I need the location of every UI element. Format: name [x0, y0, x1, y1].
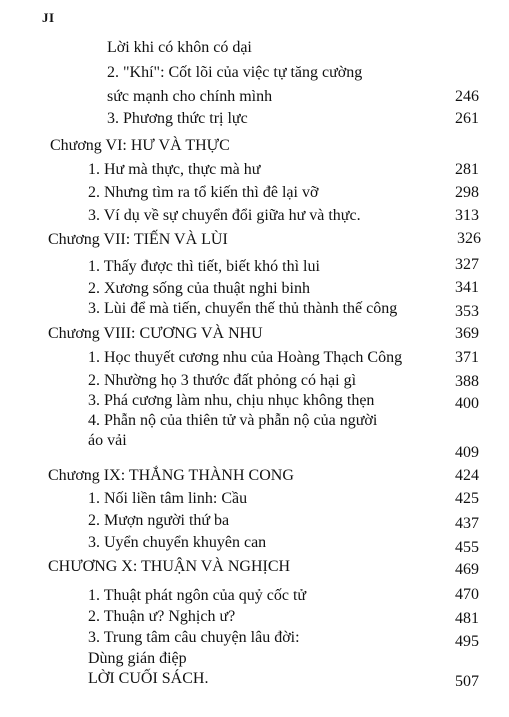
toc-entry: 3. Trung tâm câu chuyện lâu đời: [88, 629, 300, 646]
page-number: 400 [455, 395, 479, 412]
page-number: 455 [455, 539, 479, 556]
toc-entry: 2. Thuận ư? Nghịch ư? [88, 608, 236, 625]
page-number: 298 [455, 184, 479, 201]
page-number: 281 [455, 161, 479, 178]
toc-entry: 2. Xương sống của thuật nghi binh [88, 280, 310, 297]
chapter-title: CHƯƠNG X: THUẬN VÀ NGHỊCH [48, 558, 291, 575]
page-number: 495 [455, 633, 479, 650]
toc-entry: 1. Hư mà thực, thực mà hư [88, 161, 261, 178]
toc-entry: sức mạnh cho chính mình [107, 88, 273, 105]
toc-entry: 2. "Khí": Cốt lõi của việc tự tăng cường [107, 64, 363, 81]
toc-entry: 1. Thấy được thì tiết, biết khó thì lui [88, 258, 320, 275]
page-number: 470 [455, 586, 479, 603]
toc-entry: 2. Nhường họ 3 thước đất phỏng có hại gì [88, 372, 357, 389]
toc-entry: 1. Thuật phát ngôn của quỷ cốc tử [88, 587, 307, 604]
page-number: 507 [455, 673, 479, 690]
toc-entry: 2. Mượn người thứ ba [88, 512, 230, 529]
toc-entry: 1. Nối liền tâm linh: Cầu [88, 490, 248, 507]
chapter-title: Chương VII: TIẾN VÀ LÙI [48, 231, 228, 248]
chapter-title: Chương VI: HƯ VÀ THỰC [50, 137, 230, 154]
toc-entry: Dùng gián điệp [88, 650, 187, 667]
page-number: 369 [455, 325, 479, 342]
page-number: 326 [457, 230, 481, 247]
toc-entry-epilogue: LỜI CUỐI SÁCH. [88, 670, 209, 687]
page-number: 327 [455, 256, 479, 273]
page-number: 409 [455, 444, 479, 461]
page-number: 437 [455, 515, 479, 532]
toc-entry: 1. Học thuyết cương nhu của Hoàng Thạch Công [88, 349, 403, 366]
toc-entry: áo vải [88, 432, 127, 449]
page-number: 481 [455, 610, 479, 627]
chapter-title: Chương VIII: CƯƠNG VÀ NHU [48, 325, 263, 342]
running-header: JI [42, 10, 55, 25]
toc-entry: 3. Lùi để mà tiến, chuyển thế thủ thành thế công [88, 300, 398, 317]
toc-entry: 3. Ví dụ về sự chuyển đổi giữa hư và thực. [88, 207, 361, 224]
page-number: 313 [455, 207, 479, 224]
chapter-title: Chương IX: THẮNG THÀNH CONG [48, 467, 294, 484]
toc-entry: 3. Phá cương làm nhu, chịu nhục không thẹn [88, 392, 375, 409]
toc-entry: 3. Uyển chuyển khuyên can [88, 534, 267, 551]
toc-entry: 3. Phương thức trị lực [107, 110, 248, 127]
page-number: 371 [455, 349, 479, 366]
page-number: 246 [455, 88, 479, 105]
page-number: 425 [455, 490, 479, 507]
page-number: 261 [455, 110, 479, 127]
page-number: 469 [455, 561, 479, 578]
toc-entry: Lời khi có khôn có dại [107, 39, 252, 56]
page-number: 388 [455, 373, 479, 390]
page-number: 341 [455, 279, 479, 296]
page-number: 353 [455, 303, 479, 320]
toc-entry: 4. Phẫn nộ của thiên tử và phẫn nộ của người [88, 412, 378, 429]
page-number: 424 [455, 467, 479, 484]
toc-entry: 2. Nhưng tìm ra tổ kiến thì đê lại vỡ [88, 184, 319, 201]
